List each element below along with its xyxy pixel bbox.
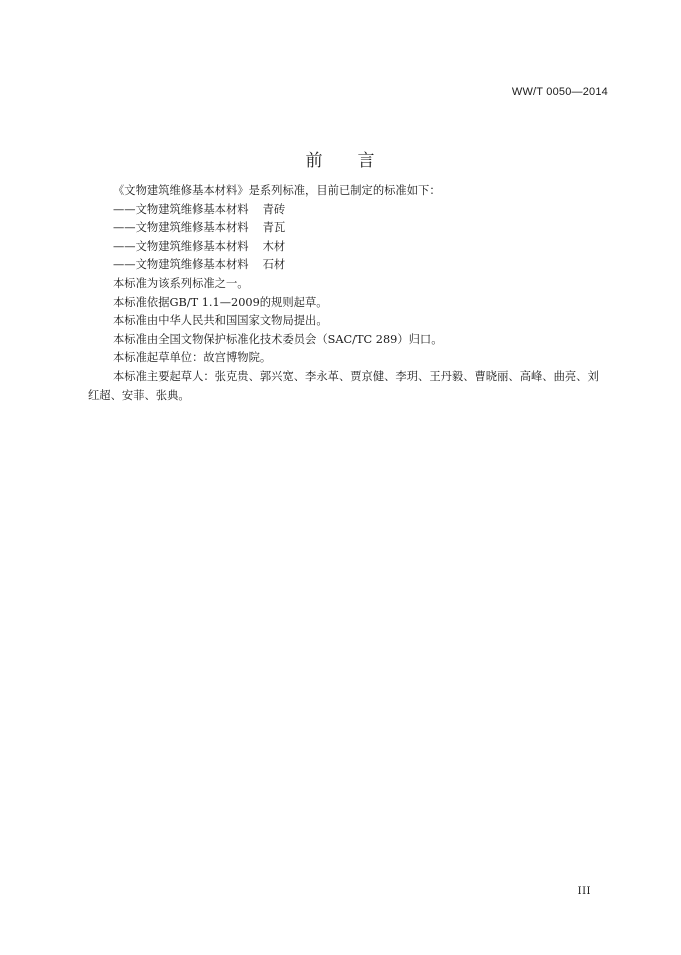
intro-paragraph: 《文物建筑维修基本材料》是系列标准，目前已制定的标准如下： — [113, 184, 441, 197]
section-title — [0, 146, 681, 171]
series-item-prefix: ——文物建筑维修基本材料 — [113, 202, 249, 216]
series-list-item — [88, 219, 608, 238]
series-list-item — [88, 201, 608, 220]
series-list-item — [88, 256, 608, 275]
series-item-prefix: ——文物建筑维修基本材料 — [113, 221, 249, 235]
drafting-unit-paragraph: 本标准起草单位：故宫博物院。 — [113, 351, 272, 365]
scope-paragraph: 本标准为该系列标准之一。 — [113, 276, 249, 290]
series-list-item — [88, 238, 608, 257]
series-item-name: 青瓦 — [262, 221, 286, 235]
drafting-rules-paragraph: 本标准依据GB/T 1.1—2009的规则起草。 — [113, 295, 328, 309]
page-number: III — [577, 886, 591, 897]
proposer-paragraph: 本标准由中华人民共和国国家文物局提出。 — [113, 314, 328, 328]
series-item-prefix: ——文物建筑维修基本材料 — [113, 258, 249, 272]
document-code: WW/T 0050—2014 — [511, 86, 608, 98]
series-item-name: 木材 — [262, 239, 286, 253]
foreword-body — [88, 182, 608, 405]
series-item-name: 青砖 — [262, 202, 286, 216]
series-item-prefix: ——文物建筑维修基本材料 — [113, 239, 249, 253]
committee-paragraph: 本标准由全国文物保护标准化技术委员会（SAC/TC 289）归口。 — [113, 332, 443, 346]
series-item-name: 石材 — [262, 258, 286, 272]
drafters-paragraph: 本标准主要起草人：张克贵、郭兴宽、李永革、贾京健、李玥、王丹毅、曹晓丽、高峰、曲亮、刘红超、安菲、张典。 — [88, 369, 599, 402]
section-title-part-2: 言 — [357, 151, 376, 171]
section-title-part-1: 前 — [305, 151, 324, 171]
